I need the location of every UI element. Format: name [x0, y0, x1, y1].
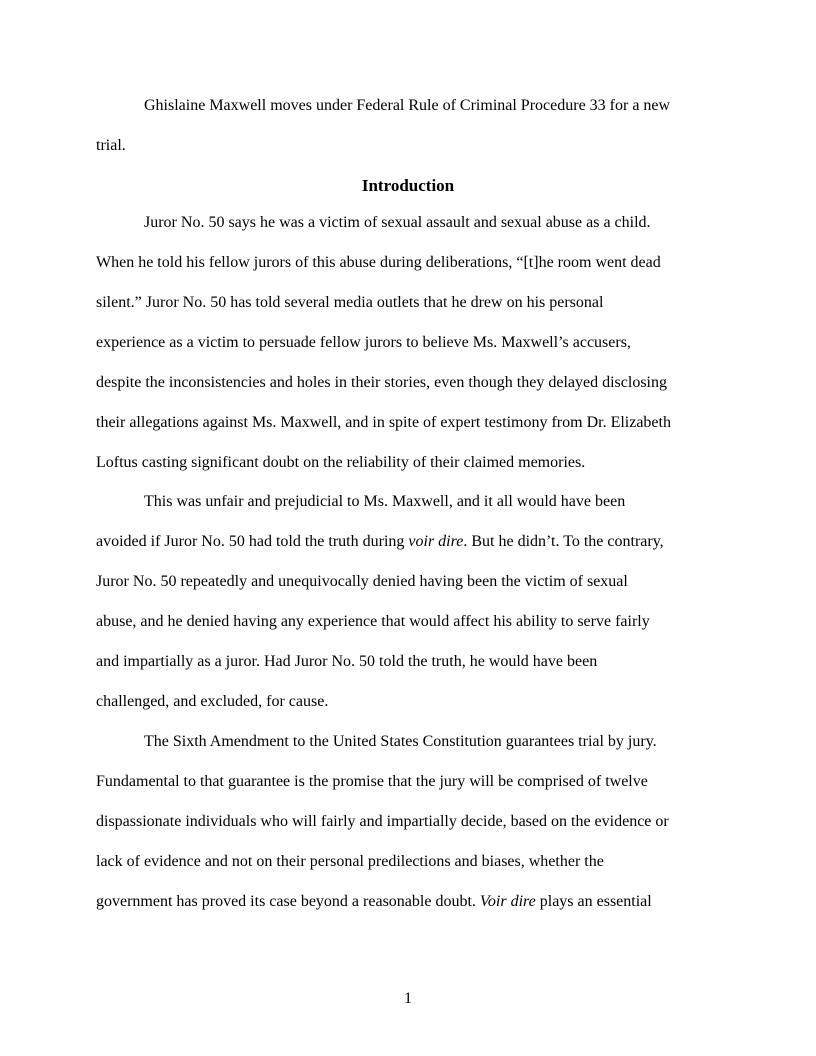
p2-line-6: challenged, and excluded, for cause.: [96, 693, 329, 710]
p3-line-2: Fundamental to that guarantee is the promise that the jury will be comprised of twelve: [96, 773, 648, 790]
p2-line-1: This was unfair and prejudicial to Ms. Maxwell, and it all would have been: [144, 493, 626, 510]
p1-line-2: When he told his fellow jurors of this abuse during deliberations, “[t]he room went dead: [96, 254, 661, 271]
p3-line-5-post: plays an essential: [535, 893, 652, 910]
p2-line-4: abuse, and he denied having any experience that would affect his ability to serve fairly: [96, 613, 650, 630]
p3-line-3: dispassionate individuals who will fairly and impartially decide, based on the evidence or: [96, 813, 669, 830]
p2-line-2-italic: voir dire: [408, 533, 464, 550]
p2-line-2-pre: avoided if Juror No. 50 had told the truth during: [96, 533, 409, 550]
p1-line-6: their allegations against Ms. Maxwell, and in spite of expert testimony from Dr. Elizabeth: [96, 414, 671, 431]
p3-line-4: lack of evidence and not on their personal predilections and biases, whether the: [96, 853, 604, 870]
p2-line-2-post: . But he didn’t. To the contrary,: [463, 533, 664, 550]
p3-line-5-italic: Voir dire: [479, 893, 536, 910]
p1-line-7: Loftus casting significant doubt on the reliability of their claimed memories.: [96, 454, 586, 471]
p2-line-2: [96, 532, 736, 552]
p1-line-4: experience as a victim to persuade fellow jurors to believe Ms. Maxwell’s accusers,: [96, 334, 631, 351]
p3-line-1: The Sixth Amendment to the United States Constitution guarantees trial by jury.: [144, 733, 657, 750]
p2-line-5: and impartially as a juror. Had Juror No. 50 told the truth, he would have been: [96, 653, 598, 670]
p1-line-5: despite the inconsistencies and holes in their stories, even though they delayed disclosing: [96, 374, 667, 391]
p3-line-5: [96, 892, 736, 912]
p1-line-3: silent.” Juror No. 50 has told several media outlets that he drew on his personal: [96, 294, 604, 311]
intro-line-2: trial.: [96, 137, 126, 154]
page-number: 1: [404, 990, 412, 1007]
intro-line-1: Ghislaine Maxwell moves under Federal Rule of Criminal Procedure 33 for a new: [144, 97, 671, 114]
p3-line-5-pre: government has proved its case beyond a reasonable doubt.: [96, 893, 480, 910]
p2-line-3: Juror No. 50 repeatedly and unequivocally denied having been the victim of sexual: [96, 573, 628, 590]
section-heading: Introduction: [361, 176, 455, 195]
p1-line-1: Juror No. 50 says he was a victim of sexual assault and sexual abuse as a child.: [144, 214, 651, 231]
